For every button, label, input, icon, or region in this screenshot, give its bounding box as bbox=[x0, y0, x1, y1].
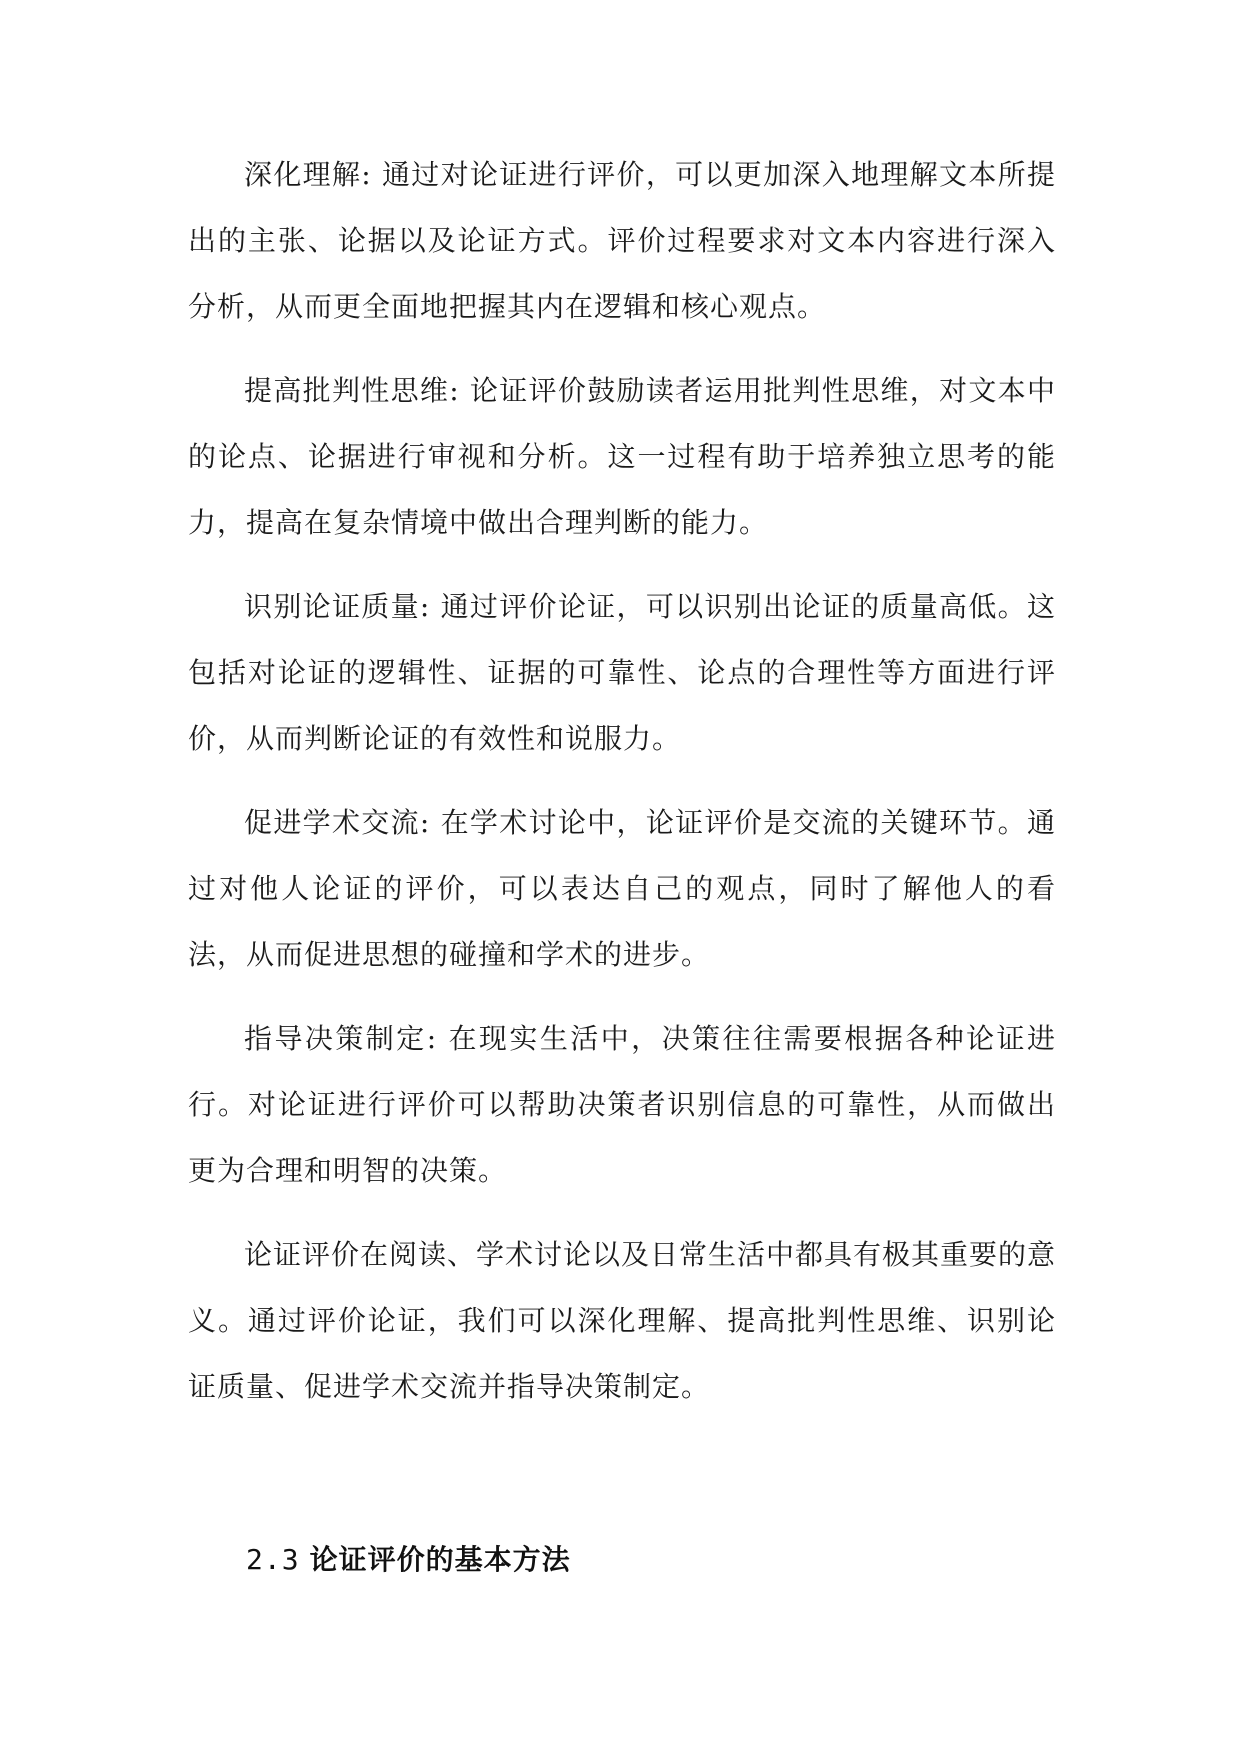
section-title: 论证评价的基本方法 bbox=[309, 1543, 571, 1576]
section-heading bbox=[246, 1538, 571, 1578]
paragraph-term: 促进学术交流: bbox=[244, 806, 431, 839]
paragraph-academic-exchange bbox=[188, 790, 1056, 988]
paragraph-term: 指导决策制定: bbox=[244, 1022, 438, 1055]
paragraph-text: 论证评价在阅读、学术讨论以及日常生活中都具有极其重要的意义。通过评价论证，我们可以深化理解、提高批判性思维、识别论证质量、促进学术交流并指导决策制定。 bbox=[188, 1238, 1057, 1403]
paragraph-term: 深化理解: bbox=[244, 158, 372, 191]
paragraph-critical-thinking bbox=[188, 358, 1056, 556]
document-body bbox=[188, 142, 1056, 1438]
paragraph-text: 通过评价论证，可以识别出论证的质量高低。这包括对论证的逻辑性、证据的可靠性、论点的合理性等方面进行评价，从而判断论证的有效性和说服力。 bbox=[188, 590, 1056, 755]
paragraph-term: 提高批判性思维: bbox=[244, 374, 460, 407]
paragraph-text: 在现实生活中，决策往往需要根据各种论证进行。对论证进行评价可以帮助决策者识别信息的可靠性，从而做出更为合理和明智的决策。 bbox=[188, 1022, 1056, 1187]
paragraph-text: 通过对论证进行评价，可以更加深入地理解文本所提出的主张、论据以及论证方式。评价过程要求对文本内容进行深入分析，从而更全面地把握其内在逻辑和核心观点。 bbox=[188, 158, 1056, 323]
paragraph-deepen-understanding bbox=[188, 142, 1056, 340]
paragraph-argument-quality bbox=[188, 574, 1056, 772]
paragraph-summary bbox=[188, 1222, 1056, 1420]
paragraph-decision-making bbox=[188, 1006, 1056, 1204]
section-number: 2.3 bbox=[246, 1543, 300, 1576]
paragraph-text: 论证评价鼓励读者运用批判性思维，对文本中的论点、论据进行审视和分析。这一过程有助于培养独立思考的能力，提高在复杂情境中做出合理判断的能力。 bbox=[188, 374, 1057, 539]
paragraph-term: 识别论证质量: bbox=[244, 590, 431, 623]
paragraph-text: 在学术讨论中，论证评价是交流的关键环节。通过对他人论证的评价，可以表达自己的观点，同时了解他人的看法，从而促进思想的碰撞和学术的进步。 bbox=[188, 806, 1056, 971]
